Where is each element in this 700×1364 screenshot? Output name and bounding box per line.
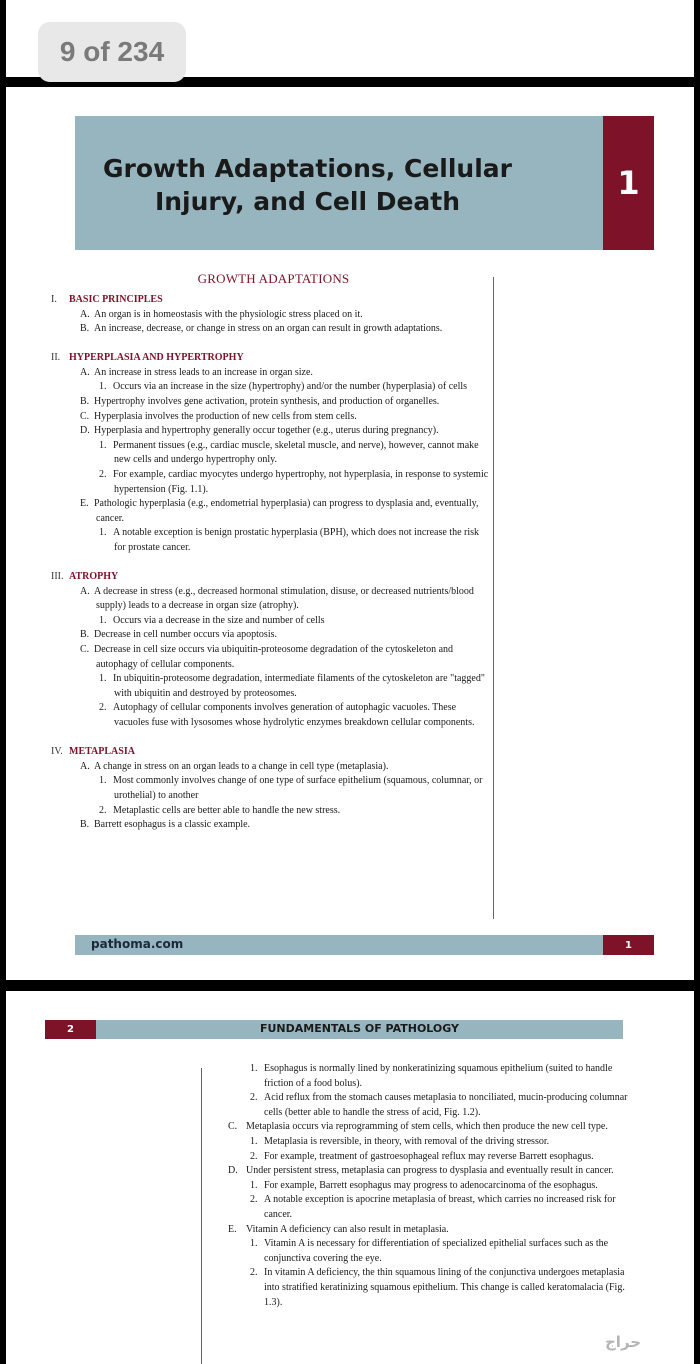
page1-outline <box>51 293 491 847</box>
item-text: Autophagy of cellular components involves generation of autophagic vacuoles. These vacuoles fuse with lysosomes whose hydrolytic enzymes breakdown cellular components. <box>113 702 475 729</box>
item-label: 1. <box>99 381 107 393</box>
item-text: Esophagus is normally lined by nonkeratinizing squamous epithelium (suited to handle friction of a food bolus). <box>264 1063 613 1089</box>
item-label: 1. <box>250 1179 258 1191</box>
item-label: E. <box>80 498 89 510</box>
outline-subitem <box>228 1193 638 1222</box>
outline-subitem <box>51 439 491 468</box>
item-text: An organ is in homeostasis with the physiologic stress placed on it. <box>94 308 363 320</box>
item-text: In ubiquitin-proteosome degradation, intermediate filaments of the cytoskeleton are "tagged" with ubiquitin and destroyed by proteosomes. <box>113 673 485 699</box>
outline-item <box>51 643 491 672</box>
outline-subitem <box>51 672 491 701</box>
document-page-2 <box>6 991 694 1364</box>
outline-item <box>51 308 491 323</box>
section-title-text: HYPERPLASIA AND HYPERTROPHY <box>69 352 244 364</box>
item-label: A. <box>80 366 90 378</box>
item-text: An increase in stress leads to an increase in organ size. <box>94 366 313 378</box>
outline-item <box>51 585 491 614</box>
outline-item <box>51 424 491 439</box>
item-label: 1. <box>250 1238 258 1250</box>
chapter-title-line-2: Injury, and Cell Death <box>154 187 461 216</box>
item-label: 1. <box>250 1063 258 1074</box>
item-label: 1. <box>250 1135 258 1147</box>
item-label: 1. <box>99 439 107 451</box>
outline-section <box>51 293 491 337</box>
item-label: C. <box>80 644 90 656</box>
item-text: Pathologic hyperplasia (e.g., endometrial hyperplasia) can progress to dysplasia and, eventually, cancer. <box>94 498 479 524</box>
outline-subitem <box>228 1062 638 1091</box>
section-number: II. <box>51 352 61 364</box>
outline-subitem <box>51 804 491 819</box>
chapter-title-line-1: Growth Adaptations, Cellular <box>103 154 512 183</box>
item-text: A change in stress on an organ leads to a change in cell type (metaplasia). <box>94 760 389 772</box>
header-page-number: 2 <box>45 1020 96 1039</box>
item-text: An increase, decrease, or change in stress on an organ can result in growth adaptations. <box>94 323 443 335</box>
item-label: C. <box>80 410 90 422</box>
outline-item <box>51 410 491 425</box>
outline-section <box>51 570 491 731</box>
item-label: D. <box>228 1165 238 1177</box>
item-label: 2. <box>250 1267 258 1279</box>
item-label: A. <box>80 760 90 772</box>
chapter-number: 1 <box>603 116 654 250</box>
item-label: B. <box>80 323 90 335</box>
item-label: 1. <box>99 673 107 685</box>
item-text: Metaplasia occurs via reprogramming of stem cells, which then produce the new cell type. <box>246 1121 608 1133</box>
outline-section <box>51 745 491 833</box>
item-text: Permanent tissues (e.g., cardiac muscle, skeletal muscle, and nerve), however, cannot make new cells and undergo hypertrophy only. <box>113 439 479 466</box>
footer-site: pathoma.com <box>91 937 184 951</box>
item-label: B. <box>80 396 90 408</box>
item-text: For example, treatment of gastroesophageal reflux may reverse Barrett esophagus. <box>264 1150 594 1162</box>
item-text: Most commonly involves change of one type of surface epithelium (squamous, columnar, or urothelial) to another <box>113 775 483 801</box>
outline-section <box>51 351 491 555</box>
outline-subitem <box>228 1135 638 1150</box>
item-label: 2. <box>99 702 107 714</box>
watermark-logo: حراج <box>605 1333 642 1351</box>
item-text: Barrett esophagus is a classic example. <box>94 819 251 831</box>
section-title <box>51 293 491 308</box>
item-text: Acid reflux from the stomach causes metaplasia to nonciliated, mucin-producing columnar cells (better able to handle the stress of acid, Fig. 1.2). <box>264 1092 628 1118</box>
item-text: Vitamin A is necessary for differentiation of specialized epithelial surfaces such as the conjunctiva covering the eye. <box>264 1238 609 1264</box>
outline-subitem <box>51 468 491 497</box>
section-number: III. <box>51 571 64 583</box>
outline-item <box>51 497 491 526</box>
chapter-banner <box>75 116 603 250</box>
item-text: Hyperplasia involves the production of new cells from stem cells. <box>94 410 357 422</box>
item-label: 1. <box>99 527 107 539</box>
section-title-text: METAPLASIA <box>69 746 135 758</box>
section-title <box>51 570 491 585</box>
item-text: Hyperplasia and hypertrophy generally occur together (e.g., uterus during pregnancy). <box>94 425 439 437</box>
outline-item <box>51 628 491 643</box>
item-label: 2. <box>250 1194 258 1206</box>
item-text: A notable exception is apocrine metaplasia of breast, which carries no increased risk for cancer. <box>264 1194 616 1220</box>
outline-subitem <box>228 1091 638 1120</box>
item-label: 2. <box>99 469 107 481</box>
item-label: A. <box>80 308 90 320</box>
section-number: I. <box>51 294 57 305</box>
item-label: 2. <box>250 1150 258 1162</box>
item-label: C. <box>228 1121 238 1133</box>
item-text: Occurs via an increase in the size (hypertrophy) and/or the number (hyperplasia) of cells <box>113 381 468 393</box>
item-label: 2. <box>99 804 107 816</box>
outline-item <box>228 1120 638 1135</box>
column-divider <box>201 1068 202 1364</box>
item-text: For example, Barrett esophagus may progress to adenocarcinoma of the esophagus. <box>264 1179 598 1191</box>
outline-item <box>228 1223 638 1238</box>
item-label: 1. <box>99 614 107 626</box>
page2-outline <box>228 1062 638 1310</box>
outline-item <box>51 395 491 410</box>
section-number: IV. <box>51 746 63 758</box>
item-text: A notable exception is benign prostatic hyperplasia (BPH), which does not increase the risk for prostate cancer. <box>113 527 480 553</box>
outline-subitem <box>228 1237 638 1266</box>
column-divider <box>493 277 494 919</box>
item-label: E. <box>228 1223 237 1235</box>
item-text: Hypertrophy involves gene activation, protein synthesis, and production of organelles. <box>94 396 440 408</box>
outline-item <box>51 366 491 381</box>
item-text: In vitamin A deficiency, the thin squamous lining of the conjunctiva undergoes metaplasia into stratified keratinizing squamous epithelium. This change is called keratomalacia (Fig. 1.3). <box>264 1267 625 1308</box>
item-text: Occurs via a decrease in the size and number of cells <box>113 614 325 626</box>
section-title <box>51 351 491 366</box>
section-title <box>51 745 491 760</box>
outline-subitem <box>228 1266 638 1310</box>
item-text: Metaplastic cells are better able to handle the new stress. <box>113 804 341 816</box>
item-text: Under persistent stress, metaplasia can progress to dysplasia and eventually result in cancer. <box>246 1165 614 1177</box>
item-text: Metaplasia is reversible, in theory, with removal of the driving stressor. <box>264 1135 550 1147</box>
page-header <box>45 1020 623 1039</box>
outline-item <box>51 760 491 775</box>
footer-page-number: 1 <box>603 935 654 955</box>
outline-item <box>51 322 491 337</box>
outline-subitem <box>228 1179 638 1194</box>
outline-subitem <box>228 1150 638 1165</box>
item-label: D. <box>80 425 90 437</box>
item-label: B. <box>80 629 90 641</box>
item-label: 2. <box>250 1092 258 1104</box>
page-indicator[interactable]: 9 of 234 <box>38 22 186 82</box>
section-title-text: BASIC PRINCIPLES <box>69 294 163 305</box>
header-title: FUNDAMENTALS OF PATHOLOGY <box>259 1022 460 1035</box>
section-heading: GROWTH ADAPTATIONS <box>197 271 350 286</box>
page-footer <box>75 935 654 955</box>
outline-item <box>51 818 491 833</box>
item-label: B. <box>80 819 90 831</box>
section-title-text: ATROPHY <box>69 571 119 583</box>
item-text: Decrease in cell number occurs via apoptosis. <box>94 629 277 641</box>
outline-subitem <box>51 380 491 395</box>
item-text: For example, cardiac myocytes undergo hypertrophy, not hyperplasia, in response to systemic hypertension (Fig. 1.1). <box>113 469 489 495</box>
item-label: 1. <box>99 775 107 787</box>
outline-item <box>228 1164 638 1179</box>
document-page-1 <box>6 87 694 980</box>
item-label: A. <box>80 585 90 597</box>
outline-subitem <box>51 774 491 803</box>
item-text: Vitamin A deficiency can also result in metaplasia. <box>246 1223 449 1235</box>
item-text: A decrease in stress (e.g., decreased hormonal stimulation, disuse, or decreased nutrients/blood supply) leads to a decrease in organ size (atrophy). <box>94 585 474 612</box>
chapter-title <box>75 152 540 218</box>
item-text: Decrease in cell size occurs via ubiquitin-proteosome degradation of the cytoskeleton and autophagy of cellular components. <box>94 644 454 670</box>
outline-subitem <box>51 526 491 555</box>
outline-subitem <box>51 701 491 730</box>
outline-subitem <box>51 614 491 629</box>
